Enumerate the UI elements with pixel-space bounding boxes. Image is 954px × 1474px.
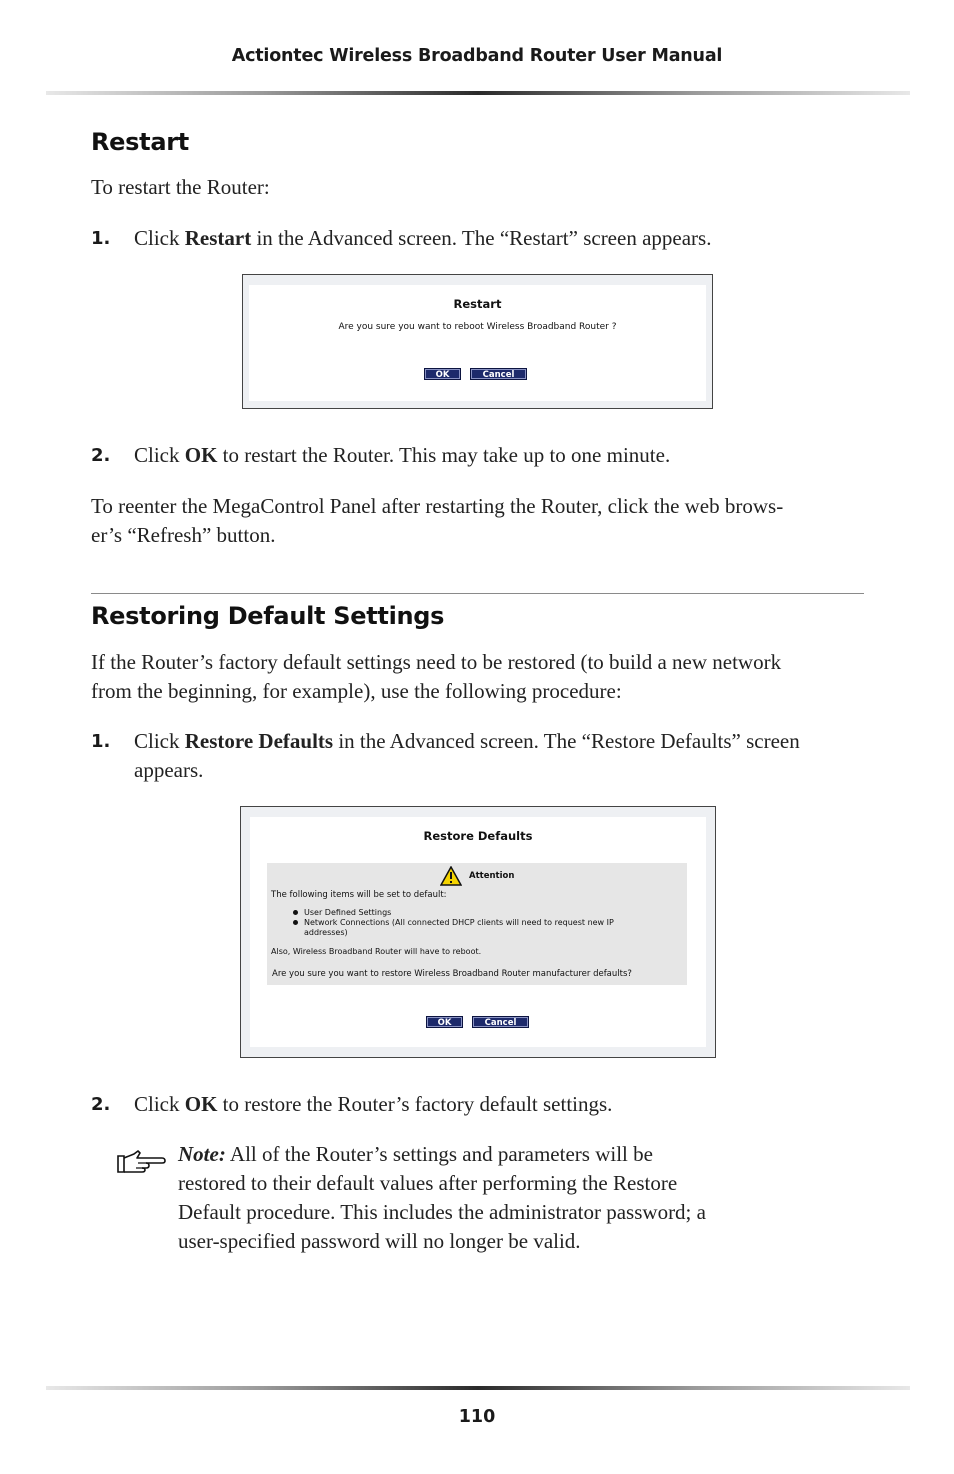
items-intro: The following items will be set to default: [271, 890, 447, 900]
reboot-note: Also, Wireless Broadband Router will have to reboot. [271, 947, 482, 956]
section-divider [91, 593, 864, 594]
ok-keyword: OK [184, 1092, 218, 1116]
restart-ok-button[interactable]: OK [424, 368, 461, 380]
restore-cancel-button[interactable]: Cancel [472, 1016, 529, 1028]
restart-keyword: Restart [184, 226, 252, 250]
note-label: Note: [178, 1142, 226, 1166]
bullet-icon [293, 920, 298, 925]
restart-step2-text: Click OK to restart the Router. This may take up to one minute. [134, 443, 671, 467]
restart-step1-number: 1. [91, 228, 111, 249]
restore-heading: Restoring Default Settings [91, 602, 445, 630]
restore-step1-text: Click Restore Defaults in the Advanced screen. The “Restore Defaults” screen appears. [134, 729, 800, 782]
ok-keyword: OK [184, 443, 218, 467]
manual-title: Actiontec Wireless Broadband Router User Manual [231, 46, 723, 66]
attention-panel [267, 863, 687, 985]
pointing-hand-icon [116, 1148, 168, 1176]
restart-step2-number: 2. [91, 445, 111, 466]
restore-dialog-question: Are you sure you want to restore Wireless Broadband Router manufacturer defaults? [272, 969, 632, 979]
restore-dialog-title: Restore Defaults [423, 829, 533, 843]
restart-heading: Restart [91, 128, 189, 156]
default-item-2-cont: addresses) [304, 928, 348, 937]
restore-ok-button[interactable]: OK [426, 1016, 463, 1028]
restore-step1-number: 1. [91, 731, 111, 752]
restore-intro: If the Router’s factory default settings need to be restored (to build a new network from the beginning, for example), use the following procedure: [91, 650, 782, 703]
attention-label: Attention [469, 871, 515, 881]
restart-intro: To restart the Router: [91, 175, 270, 199]
bullet-icon [293, 910, 298, 915]
warning-icon [440, 866, 462, 886]
restore-step2-number: 2. [91, 1094, 111, 1115]
page-number: 110 [458, 1407, 496, 1427]
reenter-paragraph: To reenter the MegaControl Panel after restarting the Router, click the web brows- er’s “Refresh” button. [91, 494, 784, 547]
restore-defaults-keyword: Restore Defaults [184, 729, 334, 753]
header-rule [46, 91, 910, 95]
restore-screenshot [240, 806, 716, 1058]
restart-cancel-button[interactable]: Cancel [470, 368, 527, 380]
restart-screenshot [242, 274, 713, 409]
default-item-2: Network Connections (All connected DHCP clients will need to request new IP [304, 918, 614, 927]
note-block: Note: All of the Router’s settings and parameters will be restored to their default values after performing the Restore Default procedure. This includes the administrator password; a user-specified password will no longer be valid. [178, 1142, 706, 1253]
restart-dialog-question: Are you sure you want to reboot Wireless Broadband Router ? [338, 322, 617, 332]
restore-step2-text: Click OK to restore the Router’s factory default settings. [134, 1092, 613, 1116]
restart-step1-text: Click Restart in the Advanced screen. The “Restart” screen appears. [134, 226, 712, 250]
footer-rule [46, 1386, 910, 1390]
restart-dialog-title: Restart [453, 297, 502, 311]
default-item-1: User Defined Settings [304, 908, 392, 917]
